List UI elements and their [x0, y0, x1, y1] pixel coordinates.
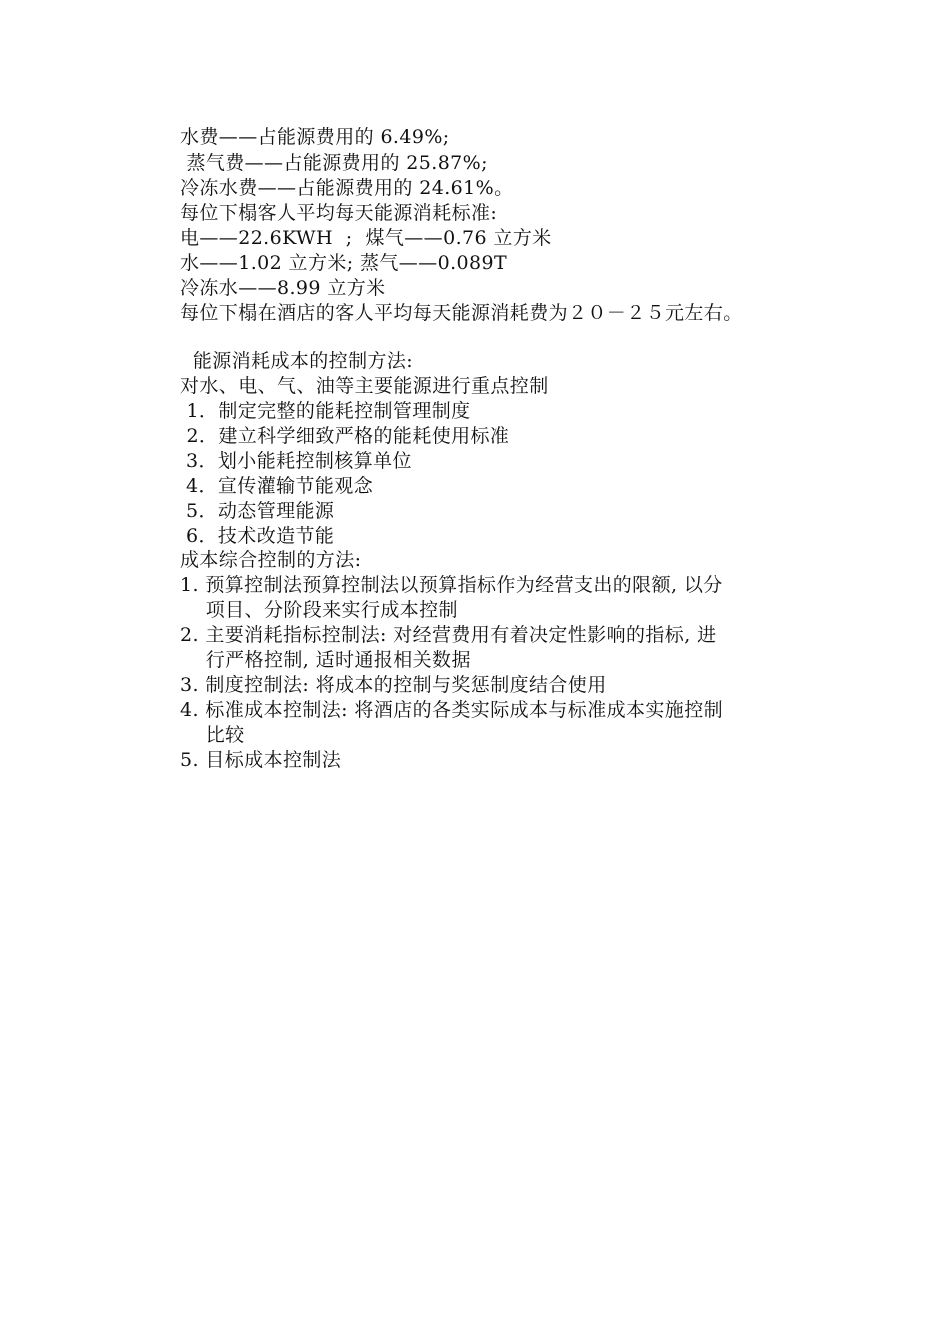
- daily-energy-cost-total: 每位下榻在酒店的客人平均每天能源消耗费为２０－２５元左右。: [180, 302, 743, 324]
- comprehensive-item: 3. 制度控制法: 将成本的控制与奖惩制度结合使用: [180, 674, 607, 696]
- comprehensive-item: 1. 预算控制法预算控制法以预算指标作为经营支出的限额, 以分: [180, 574, 723, 596]
- energy-control-intro: 对水、电、气、油等主要能源进行重点控制: [180, 375, 549, 397]
- standard-electricity-gas: 电——22.6KWH ; 煤气——0.76 立方米: [180, 227, 552, 249]
- energy-control-item: 5．动态管理能源: [186, 500, 335, 522]
- energy-control-item: 6．技术改造节能: [186, 525, 335, 547]
- comprehensive-item-continued: 项目、分阶段来实行成本控制: [180, 599, 458, 621]
- energy-control-item: 1．制定完整的能耗控制管理制度: [180, 400, 471, 422]
- comprehensive-item-continued: 行严格控制, 适时通报相关数据: [180, 649, 471, 671]
- chilled-water-cost-share: 冷冻水费——占能源费用的 24.61%。: [180, 177, 514, 199]
- energy-control-item: 3．划小能耗控制核算单位: [186, 450, 412, 472]
- energy-control-item: 2．建立科学细致严格的能耗使用标准: [180, 425, 510, 447]
- consumption-standard-heading: 每位下榻客人平均每天能源消耗标准:: [180, 202, 498, 224]
- standard-chilled-water: 冷冻水——8.99 立方米: [180, 277, 386, 299]
- comprehensive-item-continued: 比较: [180, 724, 245, 746]
- standard-water-steam: 水——1.02 立方米; 蒸气——0.089T: [180, 252, 508, 274]
- steam-cost-share: 蒸气费——占能源费用的 25.87%;: [180, 152, 488, 174]
- energy-control-item: 4．宣传灌输节能观念: [186, 475, 374, 497]
- energy-control-heading: 能源消耗成本的控制方法:: [180, 350, 414, 372]
- water-cost-share: 水费——占能源费用的 6.49%;: [180, 126, 450, 148]
- comprehensive-item: 2. 主要消耗指标控制法: 对经营费用有着决定性影响的指标, 进: [180, 624, 717, 646]
- comprehensive-item: 4. 标准成本控制法: 将酒店的各类实际成本与标准成本实施控制: [180, 699, 724, 721]
- comprehensive-control-heading: 成本综合控制的方法:: [180, 549, 362, 571]
- comprehensive-item: 5. 目标成本控制法: [180, 749, 342, 771]
